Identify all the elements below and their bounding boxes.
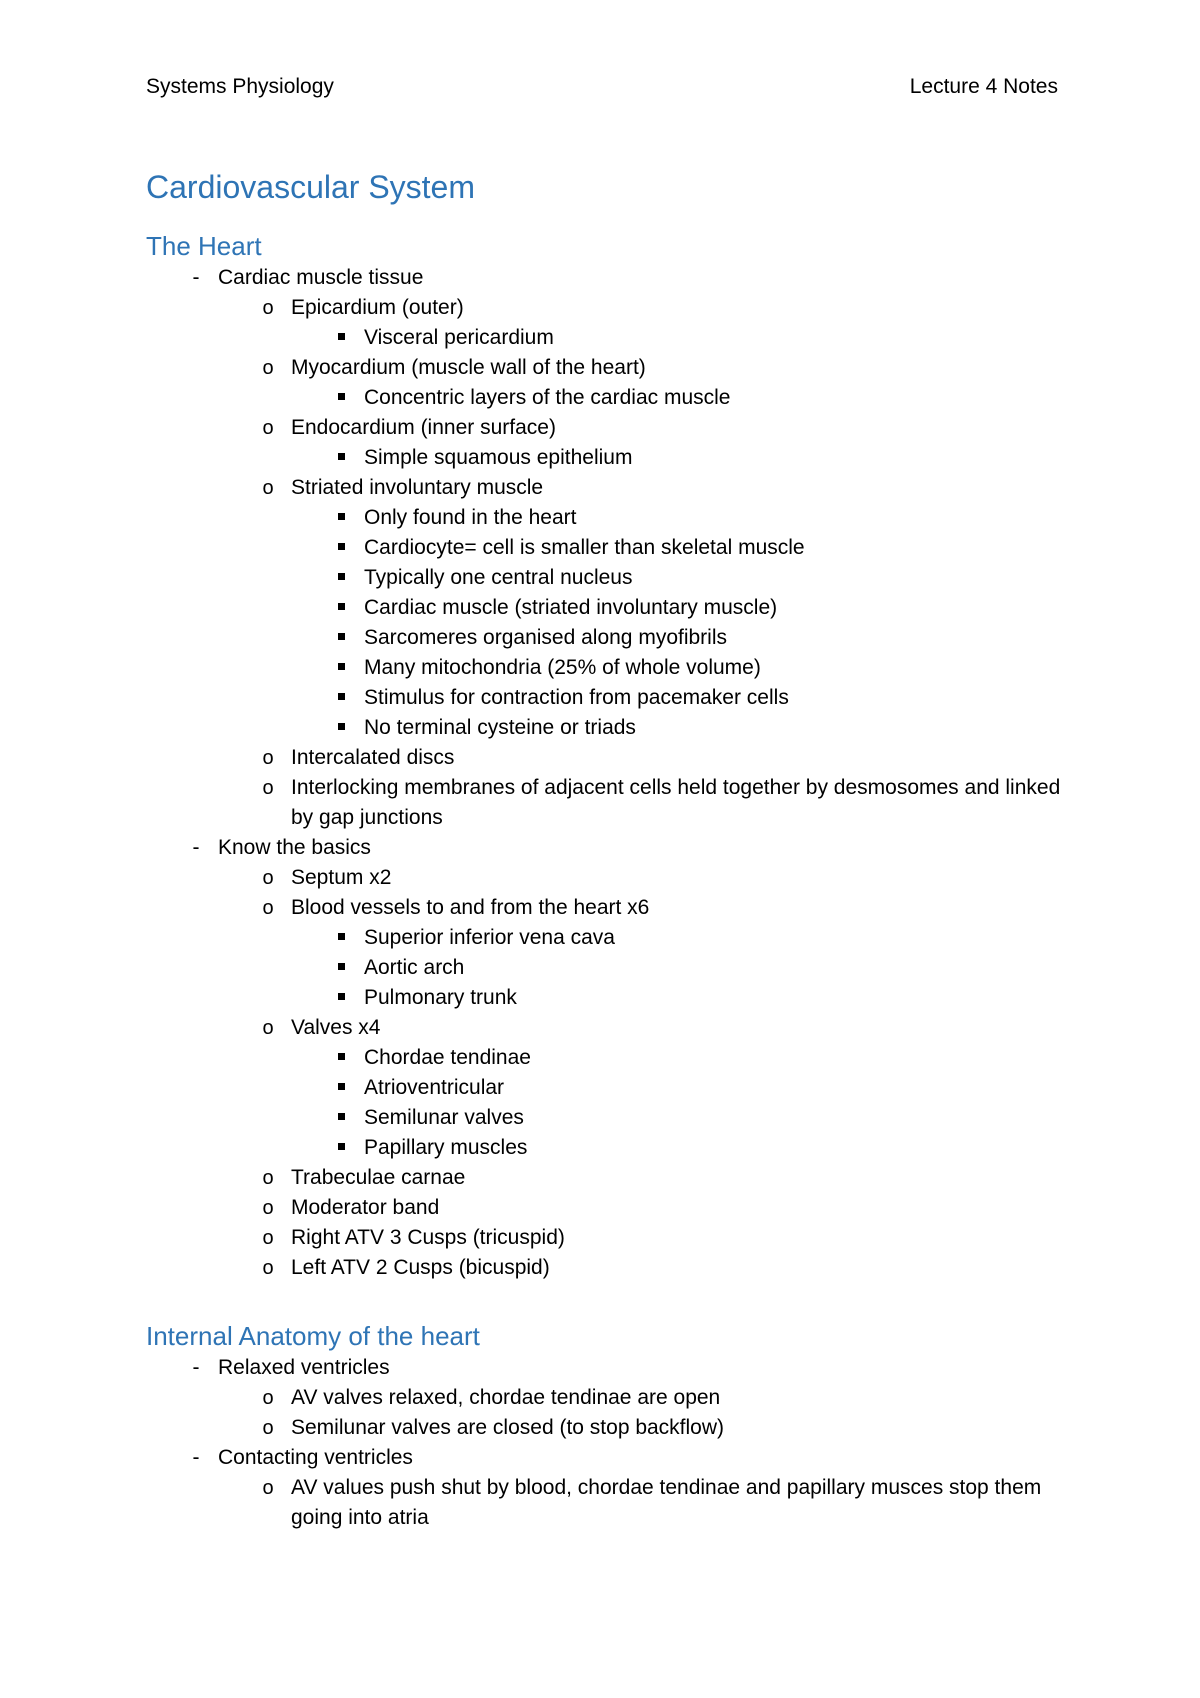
square-bullet-shape — [338, 963, 345, 970]
square-bullet-shape — [338, 1083, 345, 1090]
square-bullet-shape — [338, 603, 345, 610]
list-item-text: Cardiac muscle (striated involuntary muscle) — [364, 596, 778, 619]
document-body — [146, 165, 1066, 1533]
list-item — [146, 863, 1066, 893]
circle-bullet-icon: o — [262, 297, 274, 319]
list-item — [146, 1223, 1066, 1253]
square-bullet-icon — [331, 383, 351, 413]
list-item — [146, 593, 1066, 623]
header-course-title: Systems Physiology — [146, 75, 334, 98]
square-bullet-shape — [338, 453, 345, 460]
outline-list — [146, 1353, 1066, 1533]
circle-bullet-icon: o — [262, 1257, 274, 1279]
list-item-text: Cardiac muscle tissue — [218, 266, 424, 289]
list-item-text: Left ATV 2 Cusps (bicuspid) — [291, 1256, 550, 1279]
list-item-text: Only found in the heart — [364, 506, 577, 529]
list-item — [146, 1073, 1066, 1103]
list-item-text: Concentric layers of the cardiac muscle — [364, 386, 731, 409]
list-item-text: AV values push shut by blood, chordae tendinae and papillary musces stop them going into atria — [291, 1476, 1042, 1529]
square-bullet-shape — [338, 1053, 345, 1060]
list-item-text: Stimulus for contraction from pacemaker cells — [364, 686, 789, 709]
square-bullet-shape — [338, 663, 345, 670]
list-item-text: Blood vessels to and from the heart x6 — [291, 896, 650, 919]
square-bullet-shape — [338, 633, 345, 640]
circle-bullet-icon: o — [262, 867, 274, 889]
circle-bullet-icon: o — [262, 1477, 274, 1499]
list-item-text: Intercalated discs — [291, 746, 455, 769]
list-item — [146, 653, 1066, 683]
list-item-text: Aortic arch — [364, 956, 465, 979]
list-item-text: Semilunar valves are closed (to stop backflow) — [291, 1416, 725, 1439]
circle-bullet-icon: o — [262, 747, 274, 769]
list-item-text: Right ATV 3 Cusps (tricuspid) — [291, 1226, 565, 1249]
square-bullet-shape — [338, 1143, 345, 1150]
square-bullet-icon — [331, 623, 351, 653]
list-item — [146, 1473, 1066, 1533]
square-bullet-icon — [331, 683, 351, 713]
outline-list — [146, 263, 1066, 1283]
circle-bullet-icon: o — [262, 1227, 274, 1249]
square-bullet-shape — [338, 933, 345, 940]
square-bullet-icon — [331, 533, 351, 563]
list-item — [146, 1413, 1066, 1443]
circle-bullet-icon: o — [262, 1197, 274, 1219]
list-item-text: Papillary muscles — [364, 1136, 528, 1159]
list-item-text: Cardiocyte= cell is smaller than skeletal muscle — [364, 536, 805, 559]
list-item — [146, 773, 1066, 833]
list-item-text: Atrioventricular — [364, 1076, 505, 1099]
list-item-text: Striated involuntary muscle — [291, 476, 544, 499]
list-item — [146, 473, 1066, 503]
square-bullet-shape — [338, 333, 345, 340]
list-item — [146, 1103, 1066, 1133]
square-bullet-icon — [331, 983, 351, 1013]
list-item-text: Many mitochondria (25% of whole volume) — [364, 656, 761, 679]
list-item — [146, 413, 1066, 443]
list-item — [146, 533, 1066, 563]
header-lecture-label: Lecture 4 Notes — [909, 75, 1058, 98]
list-item-text: Know the basics — [218, 836, 371, 859]
dash-bullet-icon: - — [192, 1446, 200, 1469]
list-item-text: Trabeculae carnae — [291, 1166, 466, 1189]
document-title: Cardiovascular System — [146, 169, 475, 205]
list-item-text: Relaxed ventricles — [218, 1356, 390, 1379]
list-item-text: Semilunar valves — [364, 1106, 524, 1129]
square-bullet-shape — [338, 723, 345, 730]
list-item — [146, 893, 1066, 923]
list-item — [146, 1353, 1066, 1383]
list-item-text: Contacting ventricles — [218, 1446, 413, 1469]
list-item — [146, 503, 1066, 533]
list-item — [146, 1013, 1066, 1043]
circle-bullet-icon: o — [262, 1387, 274, 1409]
list-item — [146, 443, 1066, 473]
list-item — [146, 1443, 1066, 1473]
circle-bullet-icon: o — [262, 777, 274, 799]
list-item — [146, 263, 1066, 293]
square-bullet-shape — [338, 393, 345, 400]
list-item-text: Endocardium (inner surface) — [291, 416, 556, 439]
list-item — [146, 1253, 1066, 1283]
list-item — [146, 743, 1066, 773]
square-bullet-icon — [331, 653, 351, 683]
list-item-text: Moderator band — [291, 1196, 440, 1219]
circle-bullet-icon: o — [262, 1417, 274, 1439]
square-bullet-icon — [331, 1073, 351, 1103]
list-item — [146, 383, 1066, 413]
square-bullet-icon — [331, 593, 351, 623]
list-item — [146, 983, 1066, 1013]
square-bullet-icon — [331, 563, 351, 593]
list-item-text: Interlocking membranes of adjacent cells held together by desmosomes and linked by gap junctions — [291, 776, 1061, 829]
sections-container — [146, 229, 1066, 1533]
section-heading: Internal Anatomy of the heart — [146, 1321, 480, 1351]
circle-bullet-icon: o — [262, 897, 274, 919]
list-item — [146, 293, 1066, 323]
list-item-text: Typically one central nucleus — [364, 566, 633, 589]
list-item — [146, 1133, 1066, 1163]
list-item-text: Superior inferior vena cava — [364, 926, 615, 949]
list-item — [146, 683, 1066, 713]
circle-bullet-icon: o — [262, 357, 274, 379]
list-item — [146, 953, 1066, 983]
list-item — [146, 323, 1066, 353]
square-bullet-icon — [331, 503, 351, 533]
list-item-text: Visceral pericardium — [364, 326, 554, 349]
section-heading: The Heart — [146, 231, 262, 261]
list-item-text: No terminal cysteine or triads — [364, 716, 636, 739]
list-item — [146, 563, 1066, 593]
square-bullet-icon — [331, 1133, 351, 1163]
circle-bullet-icon: o — [262, 417, 274, 439]
square-bullet-shape — [338, 513, 345, 520]
square-bullet-icon — [331, 1043, 351, 1073]
square-bullet-icon — [331, 323, 351, 353]
list-item-text: Septum x2 — [291, 866, 392, 889]
list-item — [146, 1193, 1066, 1223]
list-item-text: Simple squamous epithelium — [364, 446, 633, 469]
list-item-text: Chordae tendinae — [364, 1046, 531, 1069]
list-item — [146, 713, 1066, 743]
square-bullet-icon — [331, 713, 351, 743]
dash-bullet-icon: - — [192, 1356, 200, 1379]
square-bullet-shape — [338, 543, 345, 550]
square-bullet-icon — [331, 923, 351, 953]
circle-bullet-icon: o — [262, 1167, 274, 1189]
square-bullet-icon — [331, 953, 351, 983]
list-item — [146, 833, 1066, 863]
square-bullet-shape — [338, 993, 345, 1000]
square-bullet-shape — [338, 1113, 345, 1120]
list-item-text: Epicardium (outer) — [291, 296, 464, 319]
list-item — [146, 623, 1066, 653]
square-bullet-shape — [338, 573, 345, 580]
list-item-text: Myocardium (muscle wall of the heart) — [291, 356, 646, 379]
dash-bullet-icon: - — [192, 266, 200, 289]
dash-bullet-icon: - — [192, 836, 200, 859]
list-item — [146, 1383, 1066, 1413]
square-bullet-icon — [331, 1103, 351, 1133]
circle-bullet-icon: o — [262, 1017, 274, 1039]
list-item — [146, 1043, 1066, 1073]
list-item — [146, 353, 1066, 383]
circle-bullet-icon: o — [262, 477, 274, 499]
list-item-text: Sarcomeres organised along myofibrils — [364, 626, 727, 649]
list-item — [146, 1163, 1066, 1193]
list-item-text: Valves x4 — [291, 1016, 381, 1039]
list-item-text: AV valves relaxed, chordae tendinae are open — [291, 1386, 721, 1409]
square-bullet-icon — [331, 443, 351, 473]
list-item — [146, 923, 1066, 953]
square-bullet-shape — [338, 693, 345, 700]
list-item-text: Pulmonary trunk — [364, 986, 517, 1009]
